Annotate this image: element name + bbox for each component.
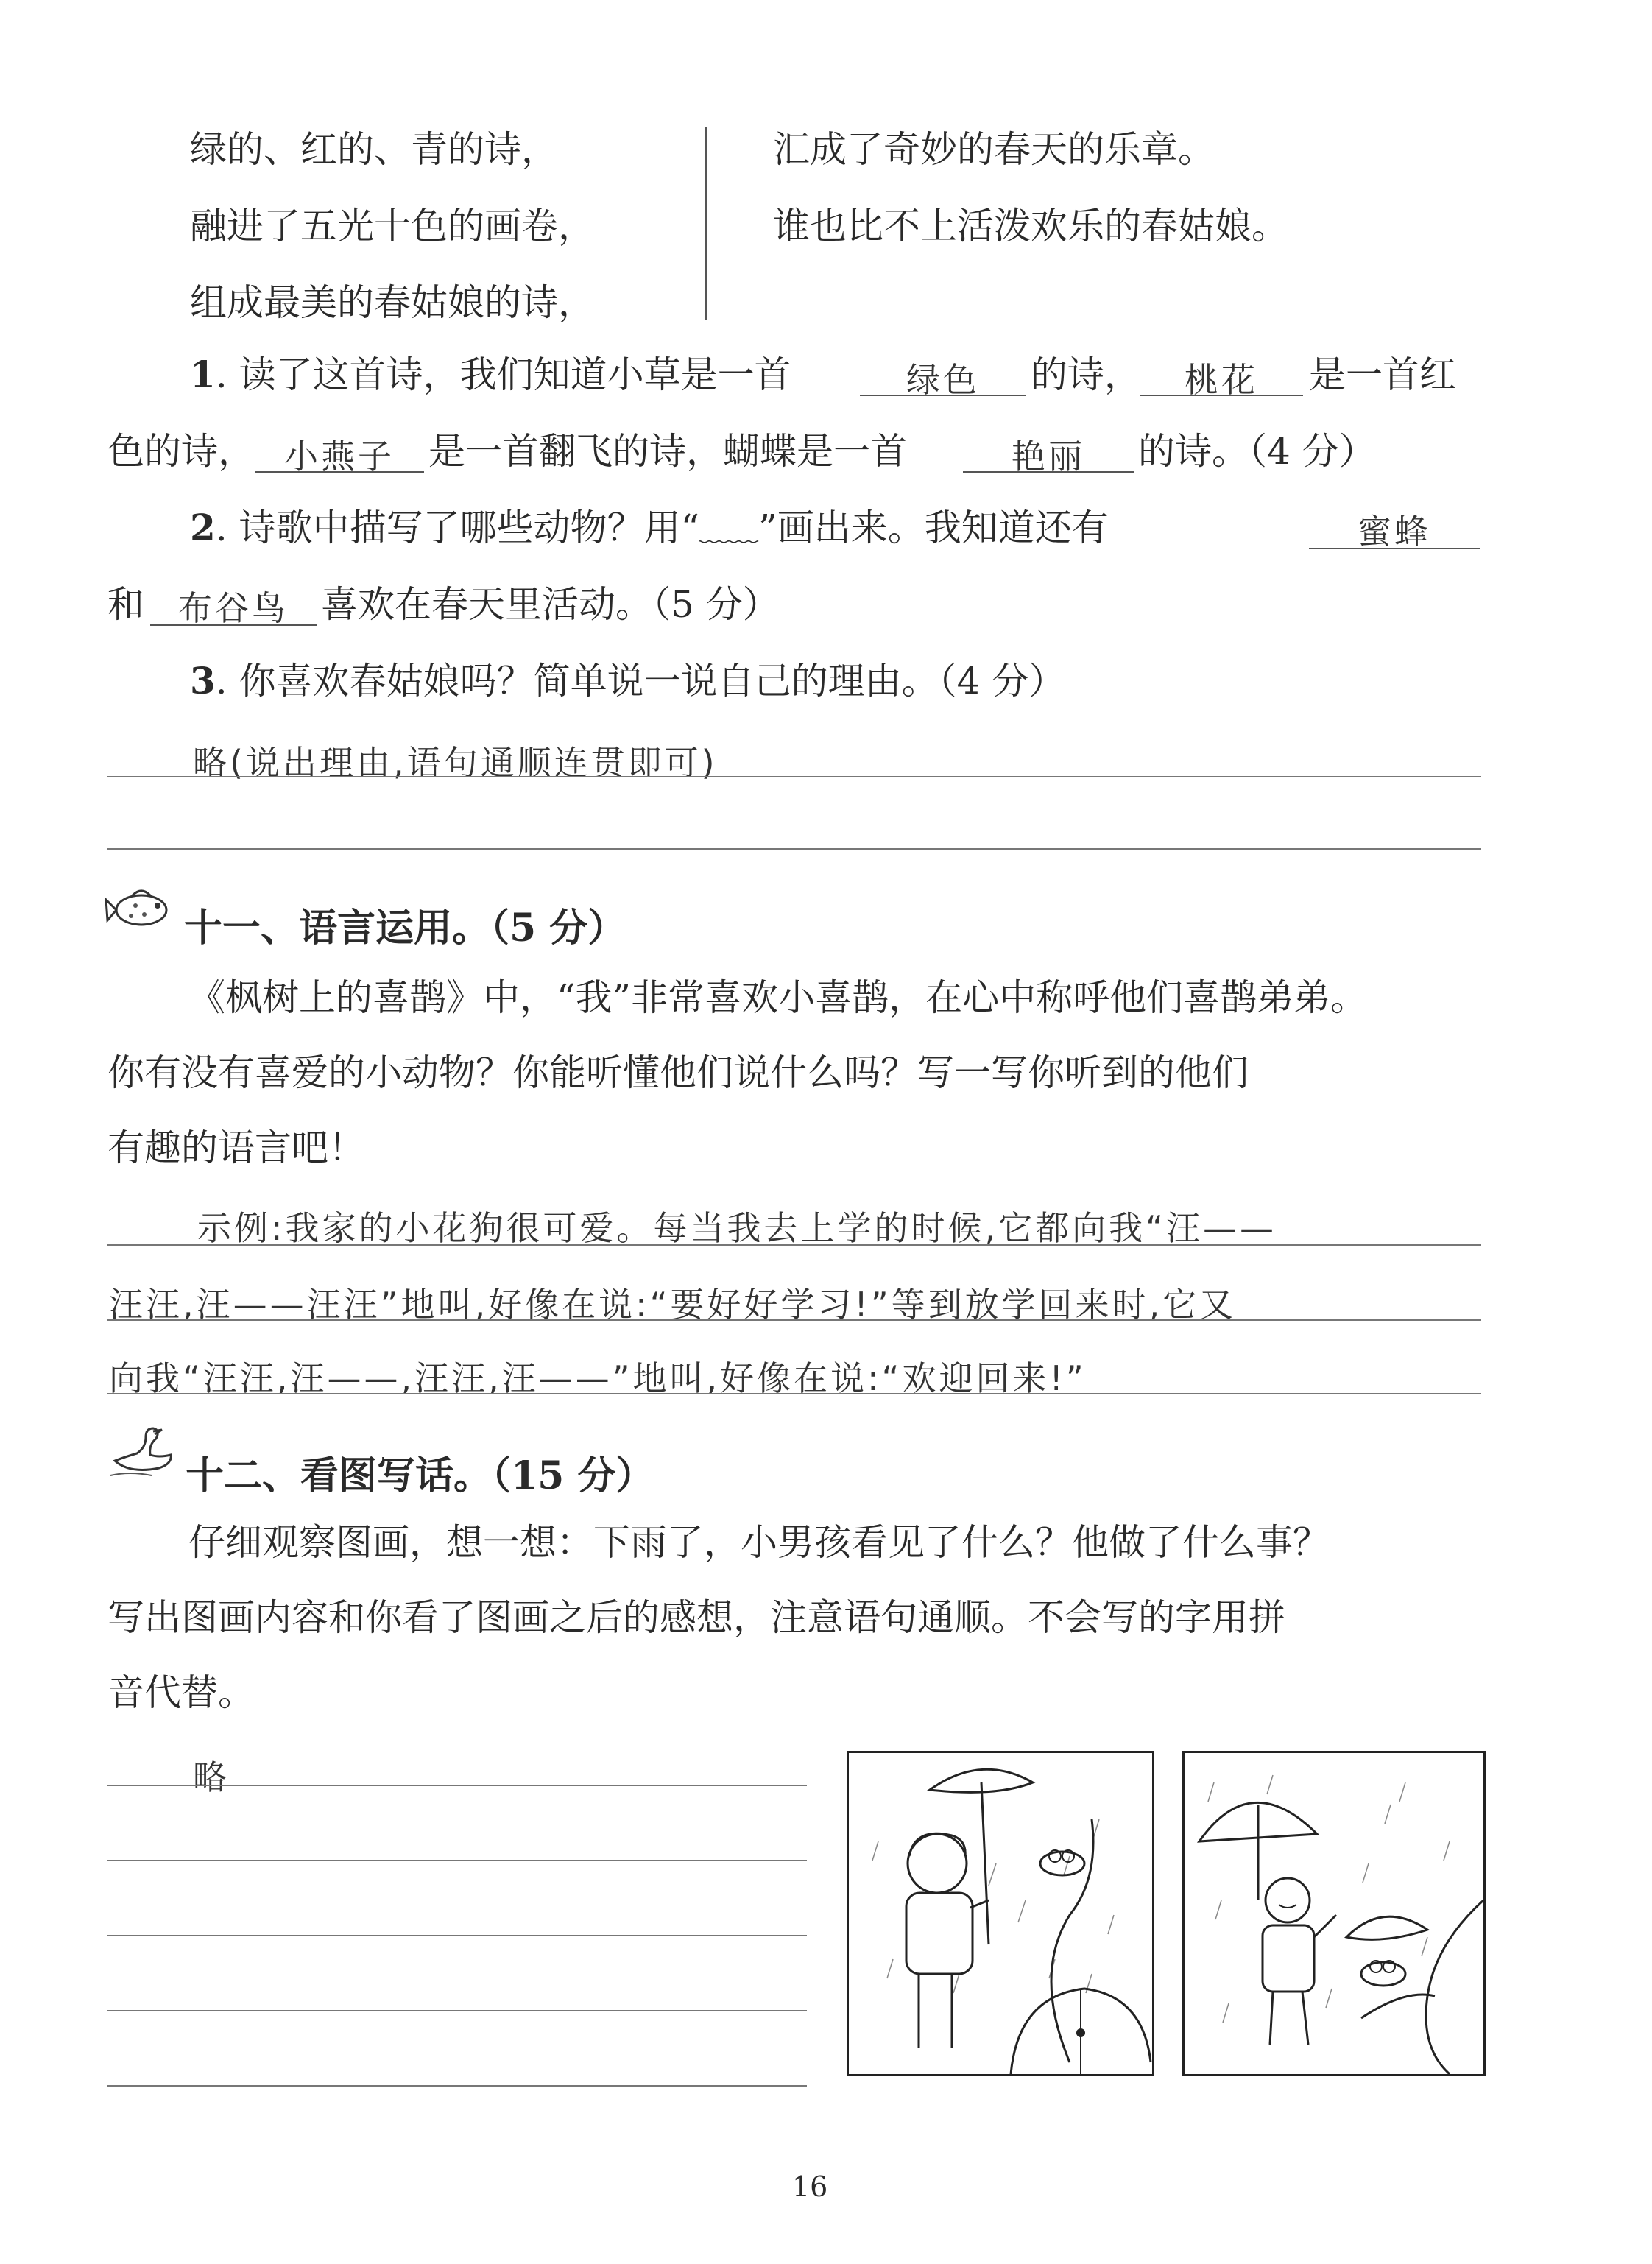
section-11-answer-3: 向我“汪汪,汪——,汪汪,汪——”地叫,好像在说:“欢迎回来!” [109,1358,1087,1398]
poem-right-line-2: 谁也比不上活泼欢乐的春姑娘。 [773,205,1288,247]
q2-answer-2 [150,582,317,626]
question-3-number: 3 [190,659,216,702]
answer-line [107,1244,1481,1246]
writing-line [107,1785,807,1786]
duck-icon [107,1422,181,1481]
q1-answer-3-text: 小燕子 [284,437,395,476]
section-11-title: 十一、语言运用。（5 分） [184,906,626,951]
poem-divider [705,127,707,320]
question-2-text-c: 和 [107,583,144,626]
poem-left-line-3: 组成最美的春姑娘的诗， [190,281,595,324]
q1-answer-2-text: 桃花 [1185,360,1258,400]
q1-answer-3 [255,430,424,476]
section-12-answer: 略 [193,1757,230,1797]
section-11-answer-2: 汪汪,汪——汪汪”地叫,好像在说:“要好好学习!”等到放学回来时,它又 [109,1285,1237,1325]
section-11-answer-1: 示例:我家的小花狗很可爱。每当我去上学的时候,它都向我“汪—— [197,1208,1277,1248]
answer-line [107,1393,1481,1394]
page-number: 16 [792,2170,828,2203]
wavy-line-mark: ﹏﹏ [699,514,759,548]
answer-line [107,1319,1481,1321]
illustration-boy-sees-nest [847,1751,1154,2076]
question-1-text-a: . 读了这首诗，我们知道小草是一首 [215,353,791,396]
writing-line [107,2085,807,2087]
fish-icon [103,884,177,935]
question-1-text-f: 的诗。（4 分） [1138,430,1376,473]
writing-line [107,2010,807,2011]
q2-answer-2-text: 布谷鸟 [178,588,289,628]
question-1-line-1 [190,353,791,396]
q2-answer-1 [1309,505,1480,549]
q1-answer-4 [963,430,1134,476]
q2-answer-1-text: 蜜蜂 [1358,512,1431,551]
illustration-boy-covers-nest [1182,1751,1486,2076]
question-3-line-1 [190,659,1066,702]
section-12-prompt-2: 写出图画内容和你看了图画之后的感想，注意语句通顺。不会写的字用拼 [107,1596,1285,1639]
question-1-text-e: 是一首翻飞的诗，蝴蝶是一首 [428,430,907,473]
writing-line [107,1935,807,1936]
question-2-number: 2 [190,506,216,549]
question-3-answer: 略(说出理由,语句通顺连贯即可) [193,743,718,783]
q1-answer-4-text: 艳丽 [1012,437,1085,476]
question-1-text-c: 是一首红 [1309,353,1456,396]
section-12-title: 十二、看图写话。（15 分） [186,1453,654,1498]
question-2-text-d: 喜欢在春天里活动。（5 分） [321,583,780,626]
section-11-prompt-1: 《枫树上的喜鹊》中，“我”非常喜欢小喜鹊，在心中称呼他们喜鹊弟弟。 [188,976,1368,1019]
section-11-prompt-3: 有趣的语言吧！ [107,1126,365,1169]
writing-line [107,1860,807,1861]
question-1-text-d: 色的诗， [107,430,255,473]
question-2-text-a: . 诗歌中描写了哪些动物？用“ [215,507,700,549]
q1-answer-2 [1140,353,1303,400]
q1-answer-1 [860,353,1026,400]
poem-left-line-1: 绿的、红的、青的诗， [190,128,558,171]
answer-line [107,848,1481,850]
q1-answer-1-text: 绿色 [906,360,980,400]
question-1-text-b: 的诗， [1031,353,1141,396]
question-2-text-b: ”画出来。我知道还有 [758,507,1109,549]
question-2-line-1 [190,506,1109,549]
answer-line [107,776,1481,777]
section-12-prompt-3: 音代替。 [107,1671,255,1714]
question-3-text: . 你喜欢春姑娘吗？简单说一说自己的理由。（4 分） [215,660,1066,702]
section-11-prompt-2: 你有没有喜爱的小动物？你能听懂他们说什么吗？写一写你听到的他们 [107,1051,1249,1094]
poem-right-line-1: 汇成了奇妙的春天的乐章。 [773,128,1215,171]
poem-left-line-2: 融进了五光十色的画卷， [190,205,595,247]
section-12-prompt-1: 仔细观察图画，想一想：下雨了，小男孩看见了什么？他做了什么事？ [188,1521,1330,1564]
question-1-number: 1 [190,353,216,396]
